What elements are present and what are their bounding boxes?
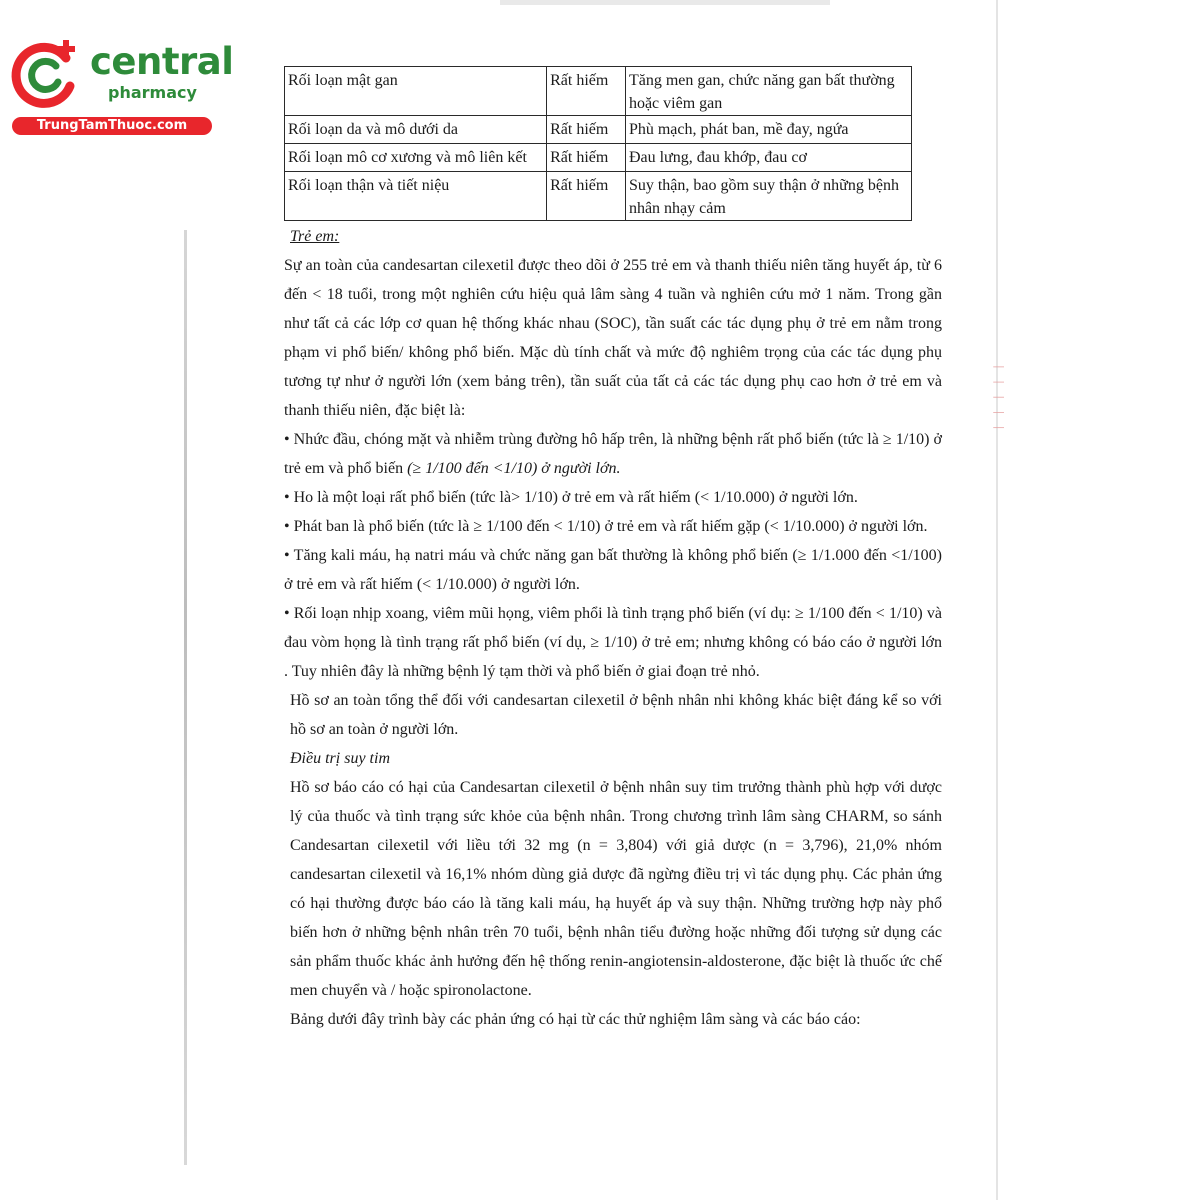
table-cell-organ: Rối loạn da và mô dưới da <box>285 116 547 144</box>
brand-website: TrungTamThuoc.com <box>12 117 212 135</box>
table-cell-effect: Tăng men gan, chức năng gan bất thường hoặc viêm gan <box>625 67 911 116</box>
table-cell-organ: Rối loạn thận và tiết niệu <box>285 172 547 221</box>
table-cell-frequency: Rất hiếm <box>547 144 626 172</box>
table-cell-frequency: Rất hiếm <box>547 67 626 116</box>
table-cell-effect: Đau lưng, đau khớp, đau cơ <box>625 144 911 172</box>
table-cell-organ: Rối loạn mô cơ xương và mô liên kết <box>285 144 547 172</box>
bullet-hyperkalemia: • Tăng kali máu, hạ natri máu và chức năng gan bất thường là không phổ biến (≥ 1/1.000 đến <1/100) ở trẻ em và rất hiếm (< 1/10.000) ở người lớn. <box>284 547 942 593</box>
table-cell-frequency: Rất hiếm <box>547 172 626 221</box>
central-pharmacy-logo <box>8 36 234 136</box>
table-row <box>285 172 912 221</box>
paragraph-children-summary: Hồ sơ an toàn tổng thể đối với candesartan cilexetil ở bệnh nhân nhi không khác biệt đáng kể so với hồ sơ an toàn ở người lớn. <box>290 692 942 738</box>
section-heading-children: Trẻ em: <box>290 228 340 245</box>
table-row <box>285 67 912 116</box>
paragraph-heart-failure: Hồ sơ báo cáo có hại của Candesartan cilexetil ở bệnh nhân suy tim trưởng thành phù hợp với dược lý của thuốc và tình trạng sức khỏe của bệnh nhân. Trong chương trình lâm sàng CHARM, so sánh Candesartan cilexetil với liều tới 32 mg (n = 3,804) với giả dược (n = 3,796), 21,0% nhóm candesartan cilexetil và 16,1% nhóm dùng giả dược đã ngừng điều trị vì tác dụng phụ. Các phản ứng có hại thường được báo cáo là tăng kali máu, hạ huyết áp và suy thận. Những trường hợp này phổ biến hơn ở những bệnh nhân trên 70 tuổi, bệnh nhân tiểu đường hoặc những đối tượng sử dụng các sản phẩm thuốc khác ảnh hưởng đến hệ thống renin-angiotensin-aldosterone, đặc biệt là thuốc ức chế men chuyển và / hoặc spironolactone. <box>290 779 942 999</box>
table-cell-effect: Phù mạch, phát ban, mề đay, ngứa <box>625 116 911 144</box>
page-edge <box>184 230 187 1165</box>
logo-mark-icon <box>8 36 88 116</box>
table-row <box>285 116 912 144</box>
table-cell-frequency: Rất hiếm <box>547 116 626 144</box>
bullet-text: • Nhức đầu, chóng mặt và nhiễm trùng đường hô hấp trên, là những bệnh rất phổ biến (tức là ≥ 1/10) ở trẻ em và phổ biến <box>284 431 942 477</box>
section-heading-heart-failure: Điều trị suy tim <box>290 750 390 767</box>
bullet-headache <box>284 425 942 483</box>
brand-subtitle: pharmacy <box>108 83 197 102</box>
document-body <box>284 222 942 1034</box>
scan-smudge <box>500 0 830 5</box>
paragraph-table-intro: Bảng dưới đây trình bày các phản ứng có hại từ các thử nghiệm lâm sàng và các báo cáo: <box>290 1011 861 1028</box>
bullet-text-italic: (≥ 1/100 đến <1/10) ở người lớn. <box>407 460 621 477</box>
paragraph-children-intro: Sự an toàn của candesartan cilexetil được theo dõi ở 255 trẻ em và thanh thiếu niên tăng huyết áp, từ 6 đến < 18 tuổi, trong một nghiên cứu hiệu quả lâm sàng 4 tuần và nghiên cứu mở 1 năm. Trong gần như tất cả các lớp cơ quan hệ thống khác nhau (SOC), tần suất các tác dụng phụ ở trẻ em nằm trong phạm vi phổ biến/ không phổ biến. Mặc dù tính chất và mức độ nghiêm trọng của các tác dụng phụ tương tự như ở người lớn (xem bảng trên), tần suất của tất cả các tác dụng phụ cao hơn ở trẻ em và thanh thiếu niên, đặc biệt là: <box>284 257 942 419</box>
brand-name: central <box>90 40 234 83</box>
bullet-rash: • Phát ban là phổ biến (tức là ≥ 1/100 đến < 1/10) ở trẻ em và rất hiếm gặp (< 1/10.000) ở người lớn. <box>284 518 928 535</box>
bullet-cough: • Ho là một loại rất phổ biến (tức là> 1/10) ở trẻ em và rất hiếm (< 1/10.000) ở người lớn. <box>284 489 858 506</box>
table-cell-effect: Suy thận, bao gồm suy thận ở những bệnh nhân nhạy cảm <box>625 172 911 221</box>
side-stamp-mark: | | | | | <box>993 365 1006 434</box>
table-cell-organ: Rối loạn mật gan <box>285 67 547 116</box>
table-row <box>285 144 912 172</box>
adverse-effects-table <box>284 66 912 221</box>
bullet-sinus-arrhythmia: • Rối loạn nhịp xoang, viêm mũi họng, viêm phổi là tình trạng phổ biến (ví dụ: ≥ 1/100 đến < 1/10) và đau vòm họng là tình trạng rất phổ biến (ví dụ, ≥ 1/10) ở trẻ em; nhưng không có báo cáo ở người lớn . Tuy nhiên đây là những bệnh lý tạm thời và phổ biến ở giai đoạn trẻ nhỏ. <box>284 605 942 680</box>
page-edge <box>996 0 998 1200</box>
